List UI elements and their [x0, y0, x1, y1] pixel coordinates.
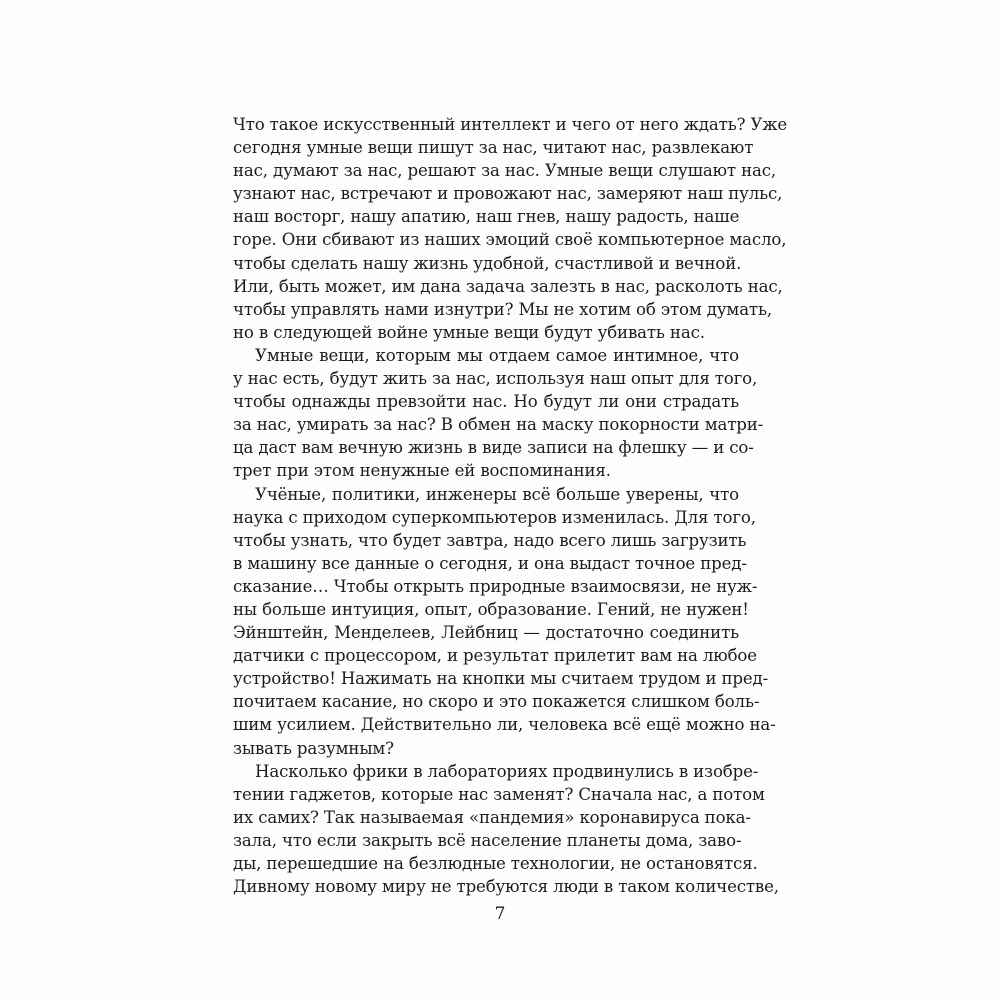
text-line: но в следующей войне умные вещи будут убивать нас. — [233, 322, 705, 342]
text-line: Учёные, политики, инженеры всё больше уверены, что — [255, 484, 739, 504]
text-line: ны больше интуиция, опыт, образование. Гений, не нужен! — [233, 599, 749, 619]
text-line: чтобы однажды превзойти нас. Но будут ли они страдать — [233, 392, 739, 412]
text-line: у нас есть, будут жить за нас, используя наш опыт для того, — [233, 369, 758, 389]
page-number: 7 — [494, 904, 506, 924]
text-line: датчики с процессором, и результат прилетит вам на любое — [233, 646, 757, 666]
text-line: устройство! Нажимать на кнопки мы считаем трудом и пред- — [233, 669, 769, 689]
text-line: сказание… Чтобы открыть природные взаимосвязи, не нуж- — [233, 576, 758, 596]
text-line: Или, быть может, им дана задача залезть в нас, расколоть нас, — [233, 276, 783, 296]
text-line: Что такое искусственный интеллект и чего от него ждать? Уже — [233, 115, 788, 134]
text-line: нас, думают за нас, решают за нас. Умные вещи слушают нас, — [233, 161, 776, 181]
text-line: их самих? Так называемая «пандемия» коронавируса пока- — [233, 807, 751, 827]
text-line: чтобы сделать нашу жизнь удобной, счастливой и вечной. — [233, 253, 742, 273]
text-line: узнают нас, встречают и провожают нас, замеряют наш пульс, — [233, 184, 783, 204]
text-line: Эйнштейн, Менделеев, Лейбниц — достаточно соединить — [233, 623, 739, 643]
text-line: ца даст вам вечную жизнь в виде записи на флешку — и со- — [233, 438, 754, 458]
text-line: почитаем касание, но скоро и это покажется слишком боль- — [233, 692, 760, 712]
text-line: Дивному новому миру не требуются люди в таком количестве, — [233, 877, 779, 897]
text-line: наш восторг, нашу апатию, наш гнев, нашу радость, наше — [233, 207, 740, 227]
text-line: зывать разумным? — [233, 738, 394, 758]
text-line: Умные вещи, которым мы отдаем самое интимное, что — [255, 345, 739, 365]
text-line: Насколько фрики в лабораториях продвинулись в изобре- — [255, 761, 759, 781]
text-line: в машину все данные о сегодня, и она выдаст точное пред- — [233, 553, 747, 573]
text-line: ды, перешедшие на безлюдные технологии, не остановятся. — [233, 854, 758, 873]
text-line: зала, что если закрыть всё население планеты дома, заво- — [233, 830, 742, 850]
text-line: за нас, умирать за нас? В обмен на маску покорности матри- — [233, 415, 764, 435]
text-line: трет при этом ненужные ей воспоминания. — [233, 461, 611, 481]
text-line: горе. Они сбивают из наших эмоций своё компьютерное масло, — [233, 230, 787, 250]
text-line: тении гаджетов, которые нас заменят? Сначала нас, а потом — [233, 784, 765, 804]
text-line: сегодня умные вещи пишут за нас, читают нас, развлекают — [233, 138, 754, 158]
body-text — [233, 113, 788, 898]
text-line: чтобы управлять нами изнутри? Мы не хотим об этом думать, — [233, 299, 772, 319]
text-line: наука с приходом суперкомпьютеров изменилась. Для того, — [233, 507, 756, 527]
text-line: шим усилием. Действительно ли, человека всё ещё можно на- — [233, 715, 776, 735]
text-line: чтобы узнать, что будет завтра, надо всего лишь загрузить — [233, 530, 747, 550]
